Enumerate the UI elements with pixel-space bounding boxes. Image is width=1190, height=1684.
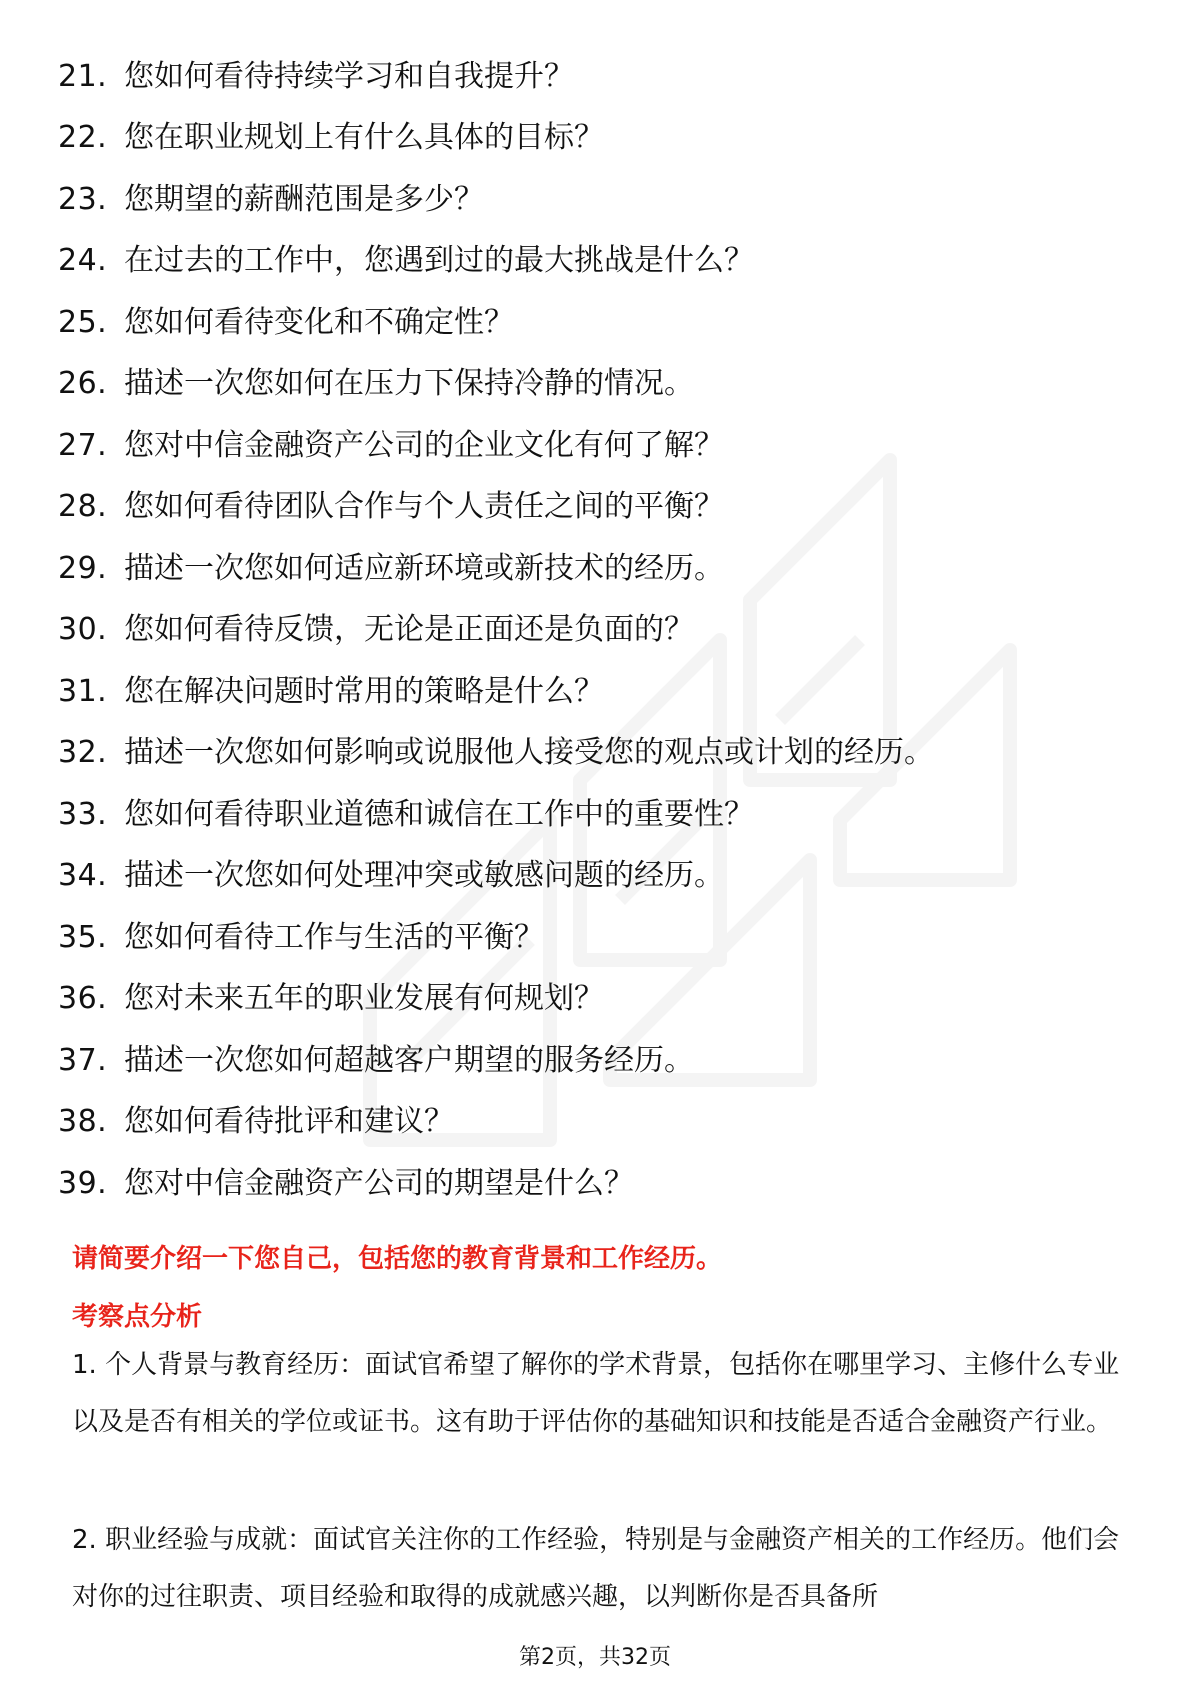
- question-item: [58, 661, 1138, 723]
- question-item: [58, 46, 1138, 108]
- question-text: 描述一次您如何超越客户期望的服务经历。: [124, 1042, 694, 1078]
- question-item: [58, 538, 1138, 600]
- question-item: [58, 907, 1138, 969]
- question-text: 描述一次您如何处理冲突或敏感问题的经历。: [124, 858, 724, 894]
- question-number: 27.: [58, 427, 108, 463]
- question-heading: 请简要介绍一下您自己，包括您的教育背景和工作经历。: [72, 1244, 723, 1274]
- question-text: 您对中信金融资产公司的期望是什么？: [124, 1165, 634, 1201]
- question-item: [58, 1153, 1138, 1215]
- question-number: 25.: [58, 304, 108, 340]
- analysis-point: 2. 职业经验与成就：面试官关注你的工作经验，特别是与金融资产相关的工作经历。他们会对你的过往职责、项目经验和取得的成就感兴趣，以判断你是否具备所: [72, 1525, 1120, 1612]
- question-text: 您如何看待团队合作与个人责任之间的平衡？: [124, 489, 724, 525]
- question-item: [58, 292, 1138, 354]
- page-number: 第2页，共32页: [519, 1645, 671, 1670]
- question-number: 33.: [58, 796, 108, 832]
- question-number: 24.: [58, 243, 108, 279]
- question-item: [58, 354, 1138, 416]
- question-number: 37.: [58, 1042, 108, 1078]
- question-number: 23.: [58, 181, 108, 217]
- question-item: [58, 846, 1138, 908]
- question-item: [58, 1092, 1138, 1154]
- question-text: 您如何看待反馈，无论是正面还是负面的？: [124, 612, 694, 648]
- question-text: 您如何看待变化和不确定性？: [124, 304, 514, 340]
- question-text: 您在职业规划上有什么具体的目标？: [124, 120, 604, 156]
- question-text: 您在解决问题时常用的策略是什么？: [124, 673, 604, 709]
- question-number: 29.: [58, 550, 108, 586]
- question-text: 您如何看待职业道德和诚信在工作中的重要性？: [124, 796, 754, 832]
- question-item: [58, 723, 1138, 785]
- question-list: [58, 46, 1138, 1215]
- question-text: 您对中信金融资产公司的企业文化有何了解？: [124, 427, 724, 463]
- question-item: [58, 477, 1138, 539]
- question-item: [58, 415, 1138, 477]
- question-item: [58, 231, 1138, 293]
- analysis-heading: 考察点分析: [72, 1302, 203, 1332]
- question-item: [58, 600, 1138, 662]
- question-text: 描述一次您如何在压力下保持冷静的情况。: [124, 366, 694, 402]
- question-text: 在过去的工作中，您遇到过的最大挑战是什么？: [124, 243, 754, 279]
- question-number: 39.: [58, 1165, 108, 1201]
- question-text: 您对未来五年的职业发展有何规划？: [124, 981, 604, 1017]
- question-text: 描述一次您如何影响或说服他人接受您的观点或计划的经历。: [124, 735, 934, 771]
- question-number: 30.: [58, 612, 108, 648]
- question-item: [58, 169, 1138, 231]
- question-number: 36.: [58, 981, 108, 1017]
- question-number: 32.: [58, 735, 108, 771]
- question-number: 38.: [58, 1104, 108, 1140]
- analysis-point: 1. 个人背景与教育经历：面试官希望了解你的学术背景，包括你在哪里学习、主修什么专业以及是否有相关的学位或证书。这有助于评估你的基础知识和技能是否适合金融资产行业。: [72, 1350, 1120, 1437]
- question-item: [58, 969, 1138, 1031]
- question-text: 您期望的薪酬范围是多少？: [124, 181, 484, 217]
- question-text: 描述一次您如何适应新环境或新技术的经历。: [124, 550, 724, 586]
- question-number: 22.: [58, 120, 108, 156]
- question-item: [58, 1030, 1138, 1092]
- question-number: 35.: [58, 919, 108, 955]
- question-number: 28.: [58, 489, 108, 525]
- question-number: 34.: [58, 858, 108, 894]
- question-number: 21.: [58, 58, 108, 94]
- question-text: 您如何看待批评和建议？: [124, 1104, 454, 1140]
- question-text: 您如何看待工作与生活的平衡？: [124, 919, 544, 955]
- question-item: [58, 108, 1138, 170]
- question-text: 您如何看待持续学习和自我提升？: [124, 58, 574, 94]
- question-item: [58, 784, 1138, 846]
- question-number: 26.: [58, 366, 108, 402]
- question-number: 31.: [58, 673, 108, 709]
